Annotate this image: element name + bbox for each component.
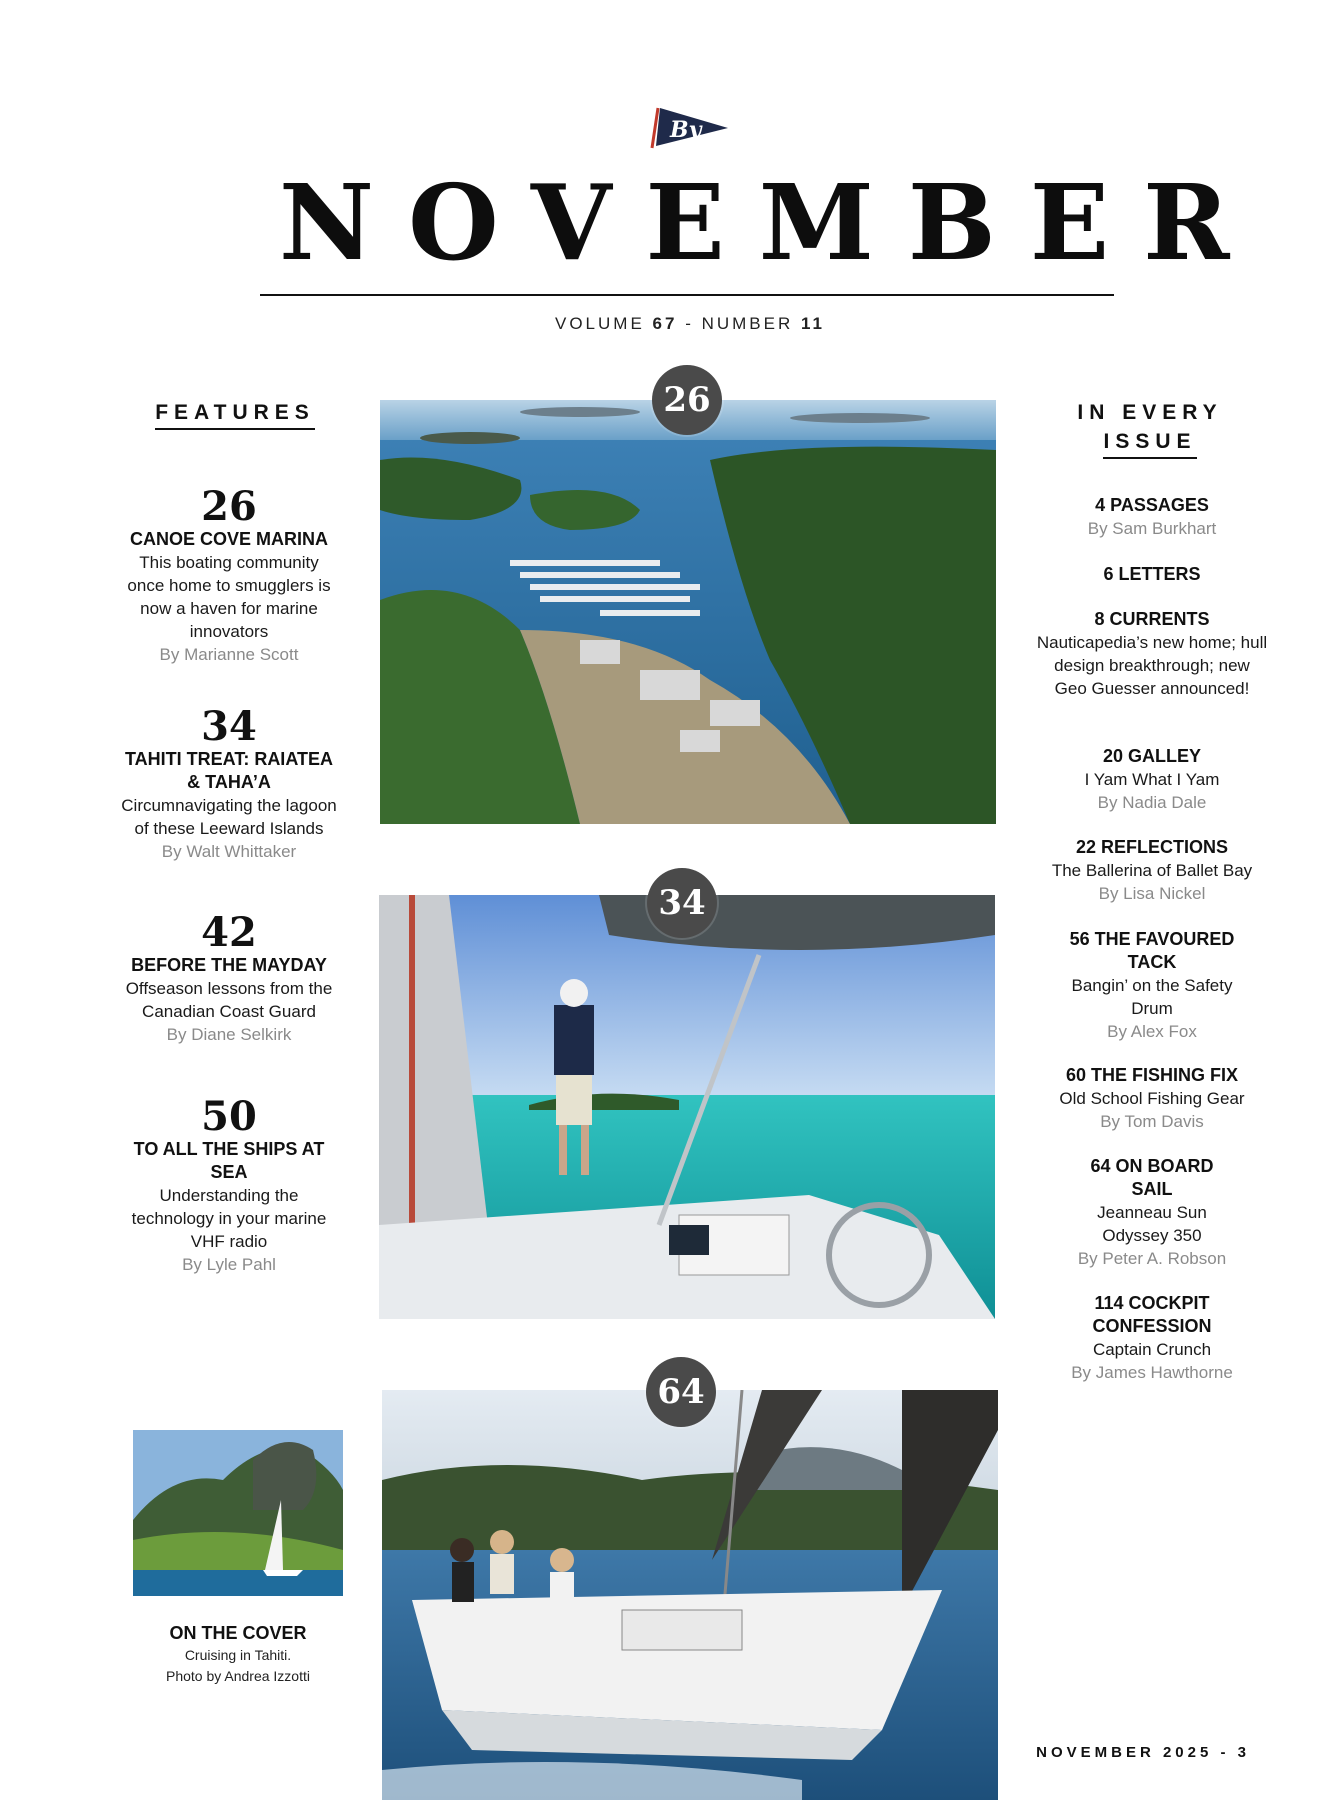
feature-item[interactable]	[120, 483, 338, 666]
department-title: 60 THE FISHING FIX	[1065, 1065, 1239, 1085]
feature-byline: By Lyle Pahl	[182, 1255, 276, 1274]
logo-text: By	[670, 117, 702, 143]
feature-description: Circumnavigating the lagoon of these Leeward Islands	[121, 796, 337, 838]
department-byline: By Peter A. Robson	[1077, 1249, 1227, 1268]
feature-byline: By Walt Whittaker	[161, 842, 297, 861]
sailboat-deck-photo	[379, 895, 995, 1319]
department-title: 8 CURRENTS	[1094, 609, 1210, 629]
department-item[interactable]	[1072, 1155, 1232, 1270]
in-every-issue-heading: IN EVERY ISSUE	[1050, 398, 1250, 459]
feature-description: This boating community once home to smugglers is now a haven for marine innovators	[127, 553, 331, 641]
features-heading: FEATURES	[130, 398, 340, 430]
sailboat-underway-photo	[382, 1390, 998, 1800]
marina-aerial-photo	[380, 400, 996, 824]
feature-item[interactable]	[120, 909, 338, 1046]
masthead-divider	[260, 294, 1114, 296]
feature-byline: By Diane Selkirk	[166, 1025, 292, 1044]
feature-title: BEFORE THE MAYDAY	[131, 955, 327, 975]
cover-caption-line: Cruising in Tahiti.	[184, 1647, 292, 1663]
feature-page-number: 50	[201, 1093, 257, 1140]
pennant-flag-icon	[650, 104, 730, 150]
feature-title: TO ALL THE SHIPS AT SEA	[133, 1139, 325, 1182]
cover-caption	[120, 1621, 356, 1687]
department-description: The Ballerina of Ballet Bay	[1051, 861, 1253, 880]
cover-caption-title: ON THE COVER	[169, 1623, 307, 1643]
department-description: Jeanneau Sun Odyssey 350	[1097, 1203, 1207, 1245]
issue-month-title: NOVEMBER	[279, 161, 1264, 284]
volume-separator: -	[685, 314, 694, 333]
feature-description: Understanding the technology in your marine VHF radio	[131, 1186, 327, 1251]
page-badge: 26	[652, 365, 722, 435]
feature-page-number: 26	[201, 483, 257, 530]
feature-byline: By Marianne Scott	[159, 645, 299, 664]
department-byline: By Nadia Dale	[1097, 793, 1207, 812]
department-title: 22 REFLECTIONS	[1075, 837, 1229, 857]
department-description: Nauticapedia’s new home; hull design breakthrough; new Geo Guesser announced!	[1036, 633, 1268, 698]
department-item[interactable]	[1036, 563, 1268, 586]
department-description: I Yam What I Yam	[1084, 770, 1220, 789]
department-byline: By Lisa Nickel	[1098, 884, 1206, 903]
department-title: 114 COCKPIT CONFESSION	[1092, 1293, 1212, 1336]
department-title: 4 PASSAGES	[1095, 495, 1209, 515]
department-description: Old School Fishing Gear	[1059, 1089, 1245, 1108]
department-item[interactable]	[1061, 928, 1243, 1043]
feature-title: TAHITI TREAT: RAIATEA & TAHA’A	[125, 749, 333, 792]
page-footer-folio: NOVEMBER 2025 - 3	[1036, 1744, 1250, 1761]
department-byline: By Sam Burkhart	[1087, 519, 1217, 538]
feature-page-number: 34	[201, 703, 257, 750]
volume-label: VOLUME	[555, 314, 645, 333]
department-byline: By Alex Fox	[1107, 1022, 1197, 1041]
department-byline: By James Hawthorne	[1071, 1363, 1233, 1382]
number-label: NUMBER	[701, 314, 794, 333]
volume-line	[420, 314, 960, 334]
department-title: 6 LETTERS	[1103, 564, 1201, 584]
feature-item[interactable]	[120, 1093, 338, 1276]
department-title: 64 ON BOARD SAIL	[1090, 1156, 1214, 1199]
page-badge: 34	[647, 868, 717, 938]
department-item[interactable]	[1036, 494, 1268, 540]
cover-photo-credit: Photo by Andrea Izzotti	[166, 1668, 310, 1684]
page-badge: 64	[646, 1357, 716, 1427]
feature-description: Offseason lessons from the Canadian Coast Guard	[125, 979, 333, 1021]
cover-thumbnail-photo	[133, 1430, 343, 1596]
department-item[interactable]	[1036, 1064, 1268, 1133]
feature-item[interactable]	[120, 703, 338, 863]
department-title: 20 GALLEY	[1102, 746, 1202, 766]
department-title: 56 THE FAVOURED TACK	[1069, 929, 1235, 972]
department-item[interactable]	[1036, 745, 1268, 814]
issue-number: 11	[801, 314, 825, 333]
feature-title: CANOE COVE MARINA	[129, 529, 328, 549]
department-item[interactable]	[1062, 1292, 1242, 1384]
department-description: Captain Crunch	[1092, 1340, 1212, 1359]
feature-page-number: 42	[201, 909, 257, 956]
volume-number: 67	[652, 314, 678, 333]
magazine-logo	[650, 104, 730, 150]
department-description: Bangin’ on the Safety Drum	[1071, 976, 1233, 1018]
department-item[interactable]	[1036, 836, 1268, 905]
department-byline: By Tom Davis	[1100, 1112, 1204, 1131]
department-item[interactable]	[1036, 608, 1268, 700]
